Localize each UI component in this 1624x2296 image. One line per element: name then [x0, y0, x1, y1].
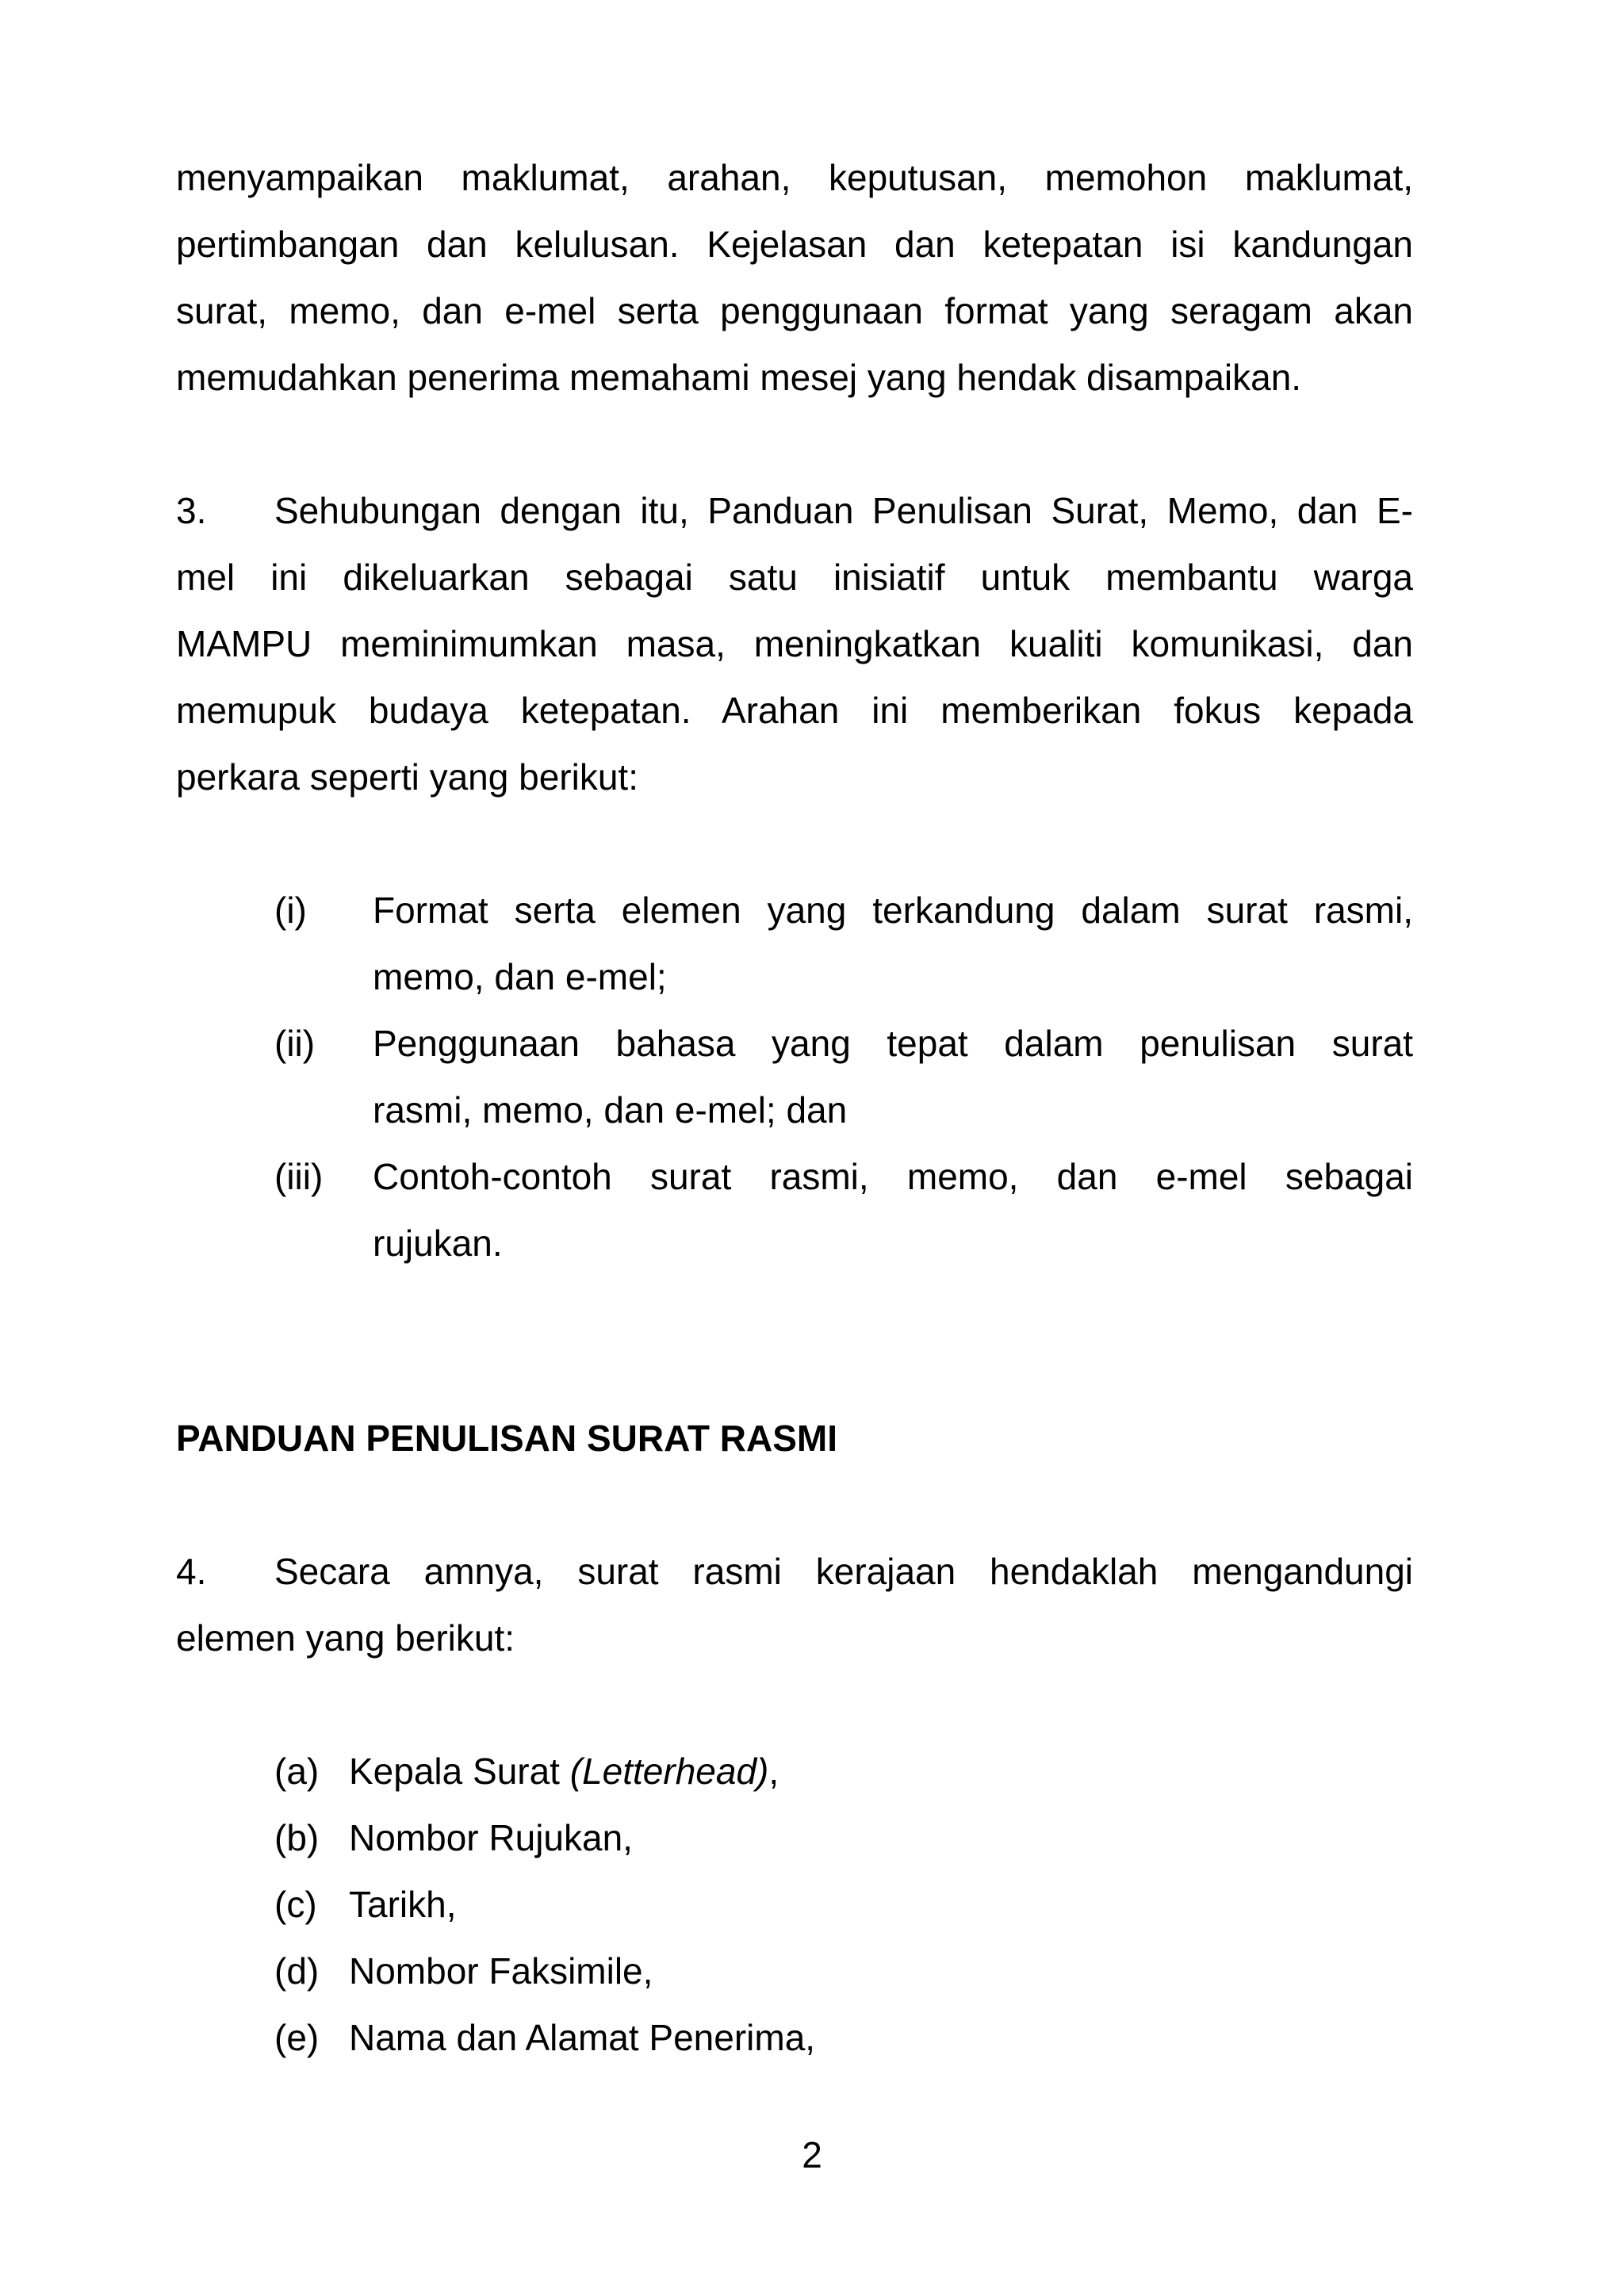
element-item-label: Kepala Surat	[349, 1751, 570, 1792]
para2-line-4: memudahkan penerima memahami mesej yang hendak disampaikan.	[176, 357, 1302, 398]
element-item-marker: (a)	[274, 1751, 320, 1792]
para4-line-1: Secara amnya, surat rasmi kerajaan hendaklah mengandungi	[274, 1551, 1413, 1592]
para3-line-1: Sehubungan dengan itu, Panduan Penulisan Surat, Memo, dan E-	[274, 490, 1413, 531]
para3-number: 3.	[176, 490, 207, 531]
focus-item-line: Contoh-contoh surat rasmi, memo, dan e-mel sebagai	[373, 1156, 1413, 1197]
focus-item-marker: (i)	[274, 890, 307, 931]
para3-line-4: memupuk budaya ketepatan. Arahan ini memberikan fokus kepada	[176, 690, 1413, 731]
page-number: 2	[802, 2134, 822, 2175]
element-item-suffix: ,	[768, 1751, 779, 1792]
focus-item-line: Penggunaan bahasa yang tepat dalam penulisan surat	[373, 1023, 1413, 1064]
focus-item-line: memo, dan e-mel;	[373, 956, 667, 997]
para3-line-3: MAMPU meminimumkan masa, meningkatkan kualiti komunikasi, dan	[176, 623, 1413, 664]
element-item-text: Tarikh,	[349, 1884, 457, 1925]
element-item-marker: (e)	[274, 2017, 320, 2058]
element-item-text: Nombor Faksimile,	[349, 1950, 653, 1992]
element-item-text	[349, 1749, 779, 1793]
para3-line-2: mel ini dikeluarkan sebagai satu inisiatif untuk membantu warga	[176, 557, 1413, 598]
para4-number: 4.	[176, 1551, 207, 1592]
para2-line-1: menyampaikan maklumat, arahan, keputusan, memohon maklumat,	[176, 157, 1413, 198]
element-item-text: Nombor Rujukan,	[349, 1817, 633, 1858]
element-item-marker: (d)	[274, 1950, 320, 1992]
focus-item-line: rujukan.	[373, 1223, 503, 1264]
focus-item-line: Format serta elemen yang terkandung dalam surat rasmi,	[373, 890, 1413, 931]
section-heading: PANDUAN PENULISAN SURAT RASMI	[176, 1418, 837, 1459]
focus-item-line: rasmi, memo, dan e-mel; dan	[373, 1089, 848, 1131]
para4-line-2: elemen yang berikut:	[176, 1617, 515, 1659]
element-item-marker: (c)	[274, 1884, 317, 1925]
element-item-marker: (b)	[274, 1817, 320, 1858]
para3-line-5: perkara seperti yang berikut:	[176, 756, 638, 798]
element-item-italic: (Letterhead)	[569, 1751, 769, 1792]
element-item-text: Nama dan Alamat Penerima,	[349, 2017, 816, 2058]
para2-line-3: surat, memo, dan e-mel serta penggunaan format yang seragam akan	[176, 290, 1413, 331]
para2-line-2: pertimbangan dan kelulusan. Kejelasan dan ketepatan isi kandungan	[176, 224, 1413, 265]
focus-item-marker: (iii)	[274, 1156, 324, 1197]
focus-item-marker: (ii)	[274, 1023, 316, 1064]
